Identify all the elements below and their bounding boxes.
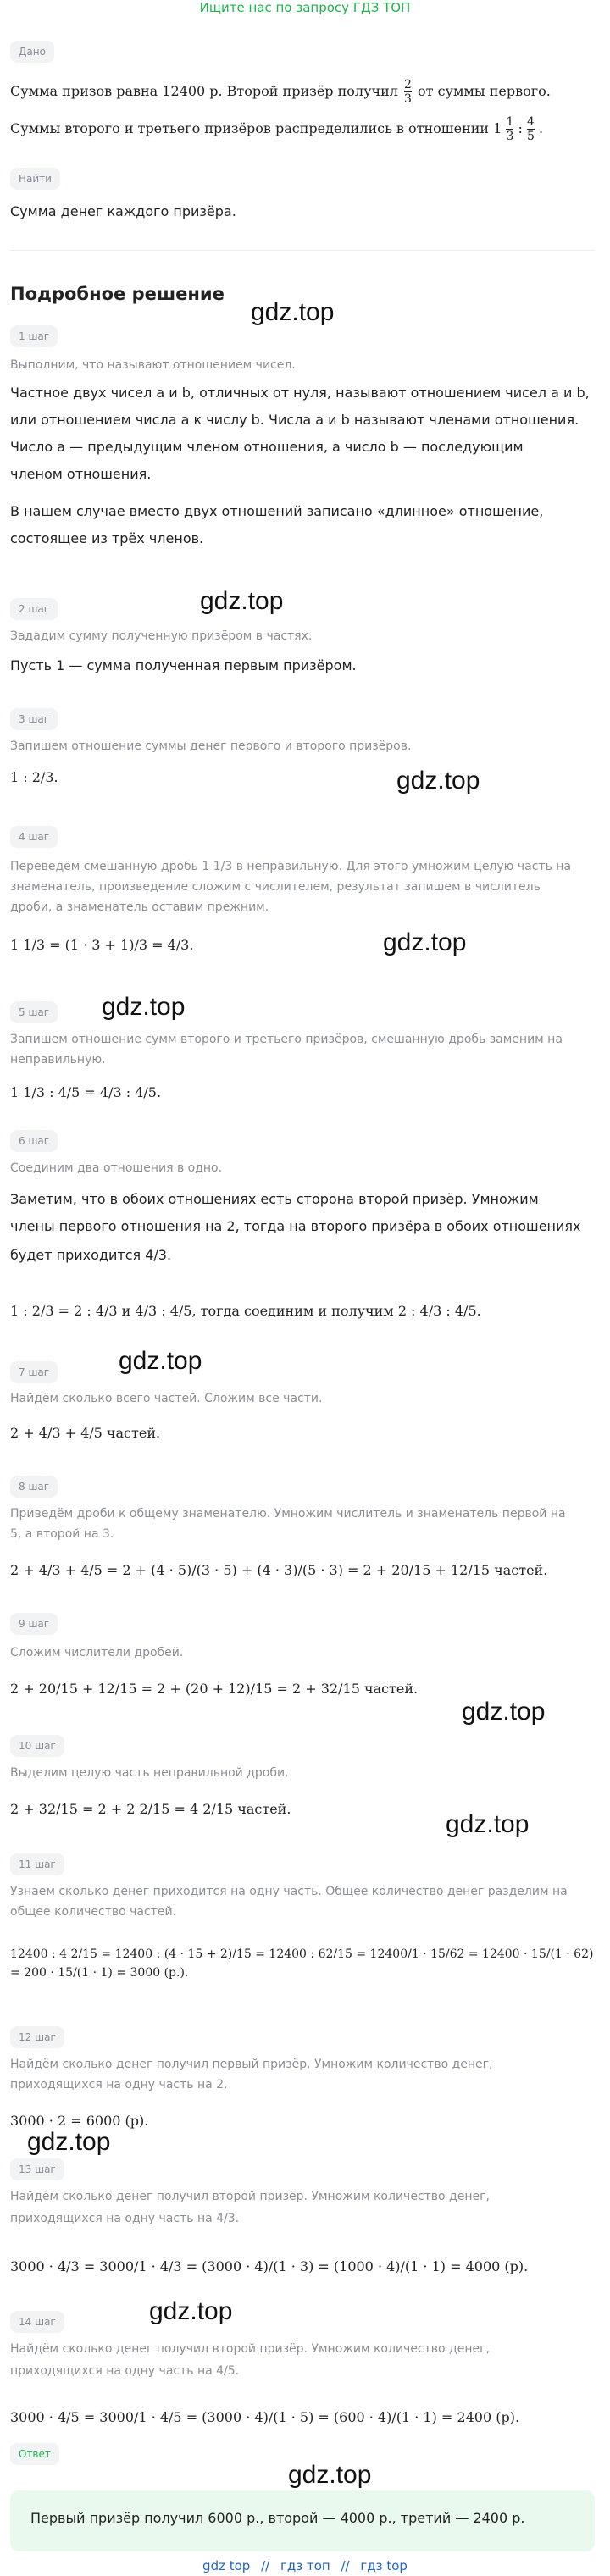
watermark: gdz.top [149, 2297, 233, 2325]
step-11-label: 11 шаг [10, 1853, 64, 1875]
step-5-hint: Запишем отношение сумм второго и третьего призёров, смешанную дробь заменим на [10, 1033, 563, 1046]
step-1-line: членом отношения. [10, 466, 152, 482]
step-5-line: 1 1/3 : 4/5 = 4/3 : 4/5. [10, 1084, 162, 1100]
watermark: gdz.top [462, 1698, 546, 1726]
step-2-hint: Зададим сумму полученную призёром в частях. [10, 629, 313, 643]
find-text: Сумма денег каждого призёра. [10, 203, 236, 219]
step-7-line: 2 + 4/3 + 4/5 частей. [10, 1425, 161, 1441]
footer-separator: // [261, 2558, 270, 2573]
footer-separator: // [341, 2558, 350, 2573]
step-6-label: 6 шаг [10, 1130, 58, 1152]
step-3-label: 3 шаг [10, 708, 58, 730]
step-7-hint: Найдём сколько всего частей. Сложим все части. [10, 1392, 323, 1405]
step-1-hint: Выполним, что называют отношением чисел. [10, 358, 296, 372]
watermark: gdz.top [102, 993, 186, 1021]
step-1-line: Число a — предыдущим членом отношения, а число b — последующим [10, 439, 524, 455]
solution-title: Подробное решение [10, 284, 225, 304]
step-2-line: Пусть 1 — сумма полученная первым призёром. [10, 657, 357, 673]
step-3-line: 1 : 2/3. [10, 769, 58, 785]
step-13-hint: Найдём сколько денег получил второй призёр. Умножим количество денег, [10, 2190, 490, 2203]
step-13-label: 13 шаг [10, 2158, 64, 2180]
step-10-label: 10 шаг [10, 1735, 64, 1757]
step-6-line: будет приходится 4/3. [10, 1247, 172, 1263]
step-1-line: состоящее из трёх членов. [10, 530, 204, 546]
top-banner[interactable]: Ищите нас по запросу ГДЗ ТОП [199, 0, 411, 15]
step-10-line: 2 + 32/15 = 2 + 2 2/15 = 4 2/15 частей. [10, 1801, 291, 1817]
step-9-label: 9 шаг [10, 1613, 58, 1635]
footer-link-gdz-top-ru[interactable]: гдз топ [280, 2558, 330, 2573]
step-4-hint: знаменатель, произведение сложим с числителем, результат запишем в числитель [10, 880, 541, 894]
step-7-label: 7 шаг [10, 1361, 58, 1383]
step-13-line: 3000 · 4/3 = 3000/1 · 4/3 = (3000 · 4)/(1 · 3) = (1000 · 4)/(1 · 1) = 4000 (р). [10, 2258, 529, 2274]
divider [10, 250, 595, 251]
watermark: gdz.top [27, 2128, 111, 2156]
step-1-label: 1 шаг [10, 325, 58, 347]
step-5-hint: неправильную. [10, 1053, 106, 1066]
step-5-label: 5 шаг [10, 1001, 58, 1023]
watermark: gdz.top [396, 767, 480, 795]
step-8-hint: 5, а второй на 3. [10, 1527, 114, 1541]
step-1-line: или отношением числа a к числу b. Числа a и b называют членами отношения. [10, 412, 580, 428]
step-4-hint: дроби, а знаменатель оставим прежним. [10, 900, 269, 914]
step-4-hint: Переведём смешанную дробь 1 1/3 в неправильную. Для этого умножим целую часть на [10, 860, 572, 873]
watermark: gdz.top [251, 298, 335, 326]
watermark: gdz.top [383, 928, 467, 956]
step-6-hint: Соединим два отношения в одно. [10, 1161, 223, 1175]
step-2-label: 2 шаг [10, 598, 58, 620]
step-9-hint: Сложим числители дробей. [10, 1646, 184, 1659]
step-12-line: 3000 · 2 = 6000 (р). [10, 2113, 149, 2129]
footer-link-gdz-top-mixed[interactable]: гдз top [360, 2558, 408, 2573]
step-11-hint: общее количество частей. [10, 1905, 176, 1919]
step-4-label: 4 шаг [10, 826, 58, 848]
step-14-label: 14 шаг [10, 2311, 64, 2333]
footer-link-gdz-top[interactable]: gdz top [202, 2558, 251, 2573]
step-14-line: 3000 · 4/5 = 3000/1 · 4/5 = (3000 · 4)/(1 · 5) = (600 · 4)/(1 · 1) = 2400 (р). [10, 2409, 520, 2425]
find-label: Найти [10, 168, 60, 190]
watermark: gdz.top [446, 1810, 530, 1838]
step-11-hint: Узнаем сколько денег приходится на одну часть. Общее количество денег разделим на [10, 1885, 568, 1898]
step-12-label: 12 шаг [10, 2026, 64, 2048]
step-6-line: Заметим, что в обоих отношениях есть сторона второй призёр. Умножим [10, 1191, 539, 1207]
given-label: Дано [10, 41, 54, 63]
step-8-label: 8 шаг [10, 1476, 58, 1498]
answer-label: Ответ [10, 2443, 59, 2465]
step-8-hint: Приведём дроби к общему знаменателю. Умножим числитель и знаменатель первой на [10, 1507, 566, 1521]
step-6-line: 1 : 2/3 = 2 : 4/3 и 4/3 : 4/5, тогда соединим и получим 2 : 4/3 : 4/5. [10, 1303, 481, 1319]
step-1-line: В нашем случае вместо двух отношений записано «длинное» отношение, [10, 503, 544, 519]
step-14-hint: приходящихся на одну часть на 4/5. [10, 2364, 240, 2378]
step-10-hint: Выделим целую часть неправильной дроби. [10, 1766, 289, 1780]
watermark: gdz.top [288, 2461, 372, 2489]
step-13-hint: приходящихся на одну часть на 4/3. [10, 2212, 240, 2225]
answer-text: Первый призёр получил 6000 р., второй — 4000 р., третий — 2400 р. [30, 2510, 525, 2526]
step-8-line: 2 + 4/3 + 4/5 = 2 + (4 · 5)/(3 · 5) + (4 · 3)/(5 · 3) = 2 + 20/15 + 12/15 частей. [10, 1562, 548, 1578]
footer-links [0, 2558, 610, 2575]
step-1-line: Частное двух чисел a и b, отличных от нуля, называют отношением чисел a и b, [10, 385, 590, 401]
watermark: gdz.top [119, 1347, 202, 1375]
watermark: gdz.top [200, 587, 284, 615]
step-12-hint: Найдём сколько денег получил первый призёр. Умножим количество денег, [10, 2058, 493, 2071]
step-14-hint: Найдём сколько денег получил второй призёр. Умножим количество денег, [10, 2342, 490, 2356]
given-line-2: Суммы второго и третьего призёров распределились в отношении 1 $\frac{1}{3}$ : $\frac{4}{5}$ . [10, 115, 544, 143]
step-12-hint: приходящихся на одну часть на 2. [10, 2078, 228, 2091]
step-9-line: 2 + 20/15 + 12/15 = 2 + (20 + 12)/15 = 2 + 32/15 частей. [10, 1681, 419, 1697]
given-line-1: Сумма призов равна 12400 р. Второй призёр получил $\frac{2}{3}$ от суммы первого. [10, 78, 551, 106]
step-4-line: 1 1/3 = (1 · 3 + 1)/3 = 4/3. [10, 937, 194, 953]
step-6-line: члены первого отношения на 2, тогда на второго призёра в обоих отношениях [10, 1218, 581, 1234]
step-3-hint: Запишем отношение суммы денег первого и второго призёров. [10, 740, 412, 753]
step-11-line: 12400 : 4 2/15 = 12400 : (4 · 15 + 2)/15 = 12400 : 62/15 = 12400/1 · 15/62 = 12400 · 15/(1 · 62) = 200 · 15/(1 · 1) = 3000 (р.). [10, 1947, 594, 1980]
